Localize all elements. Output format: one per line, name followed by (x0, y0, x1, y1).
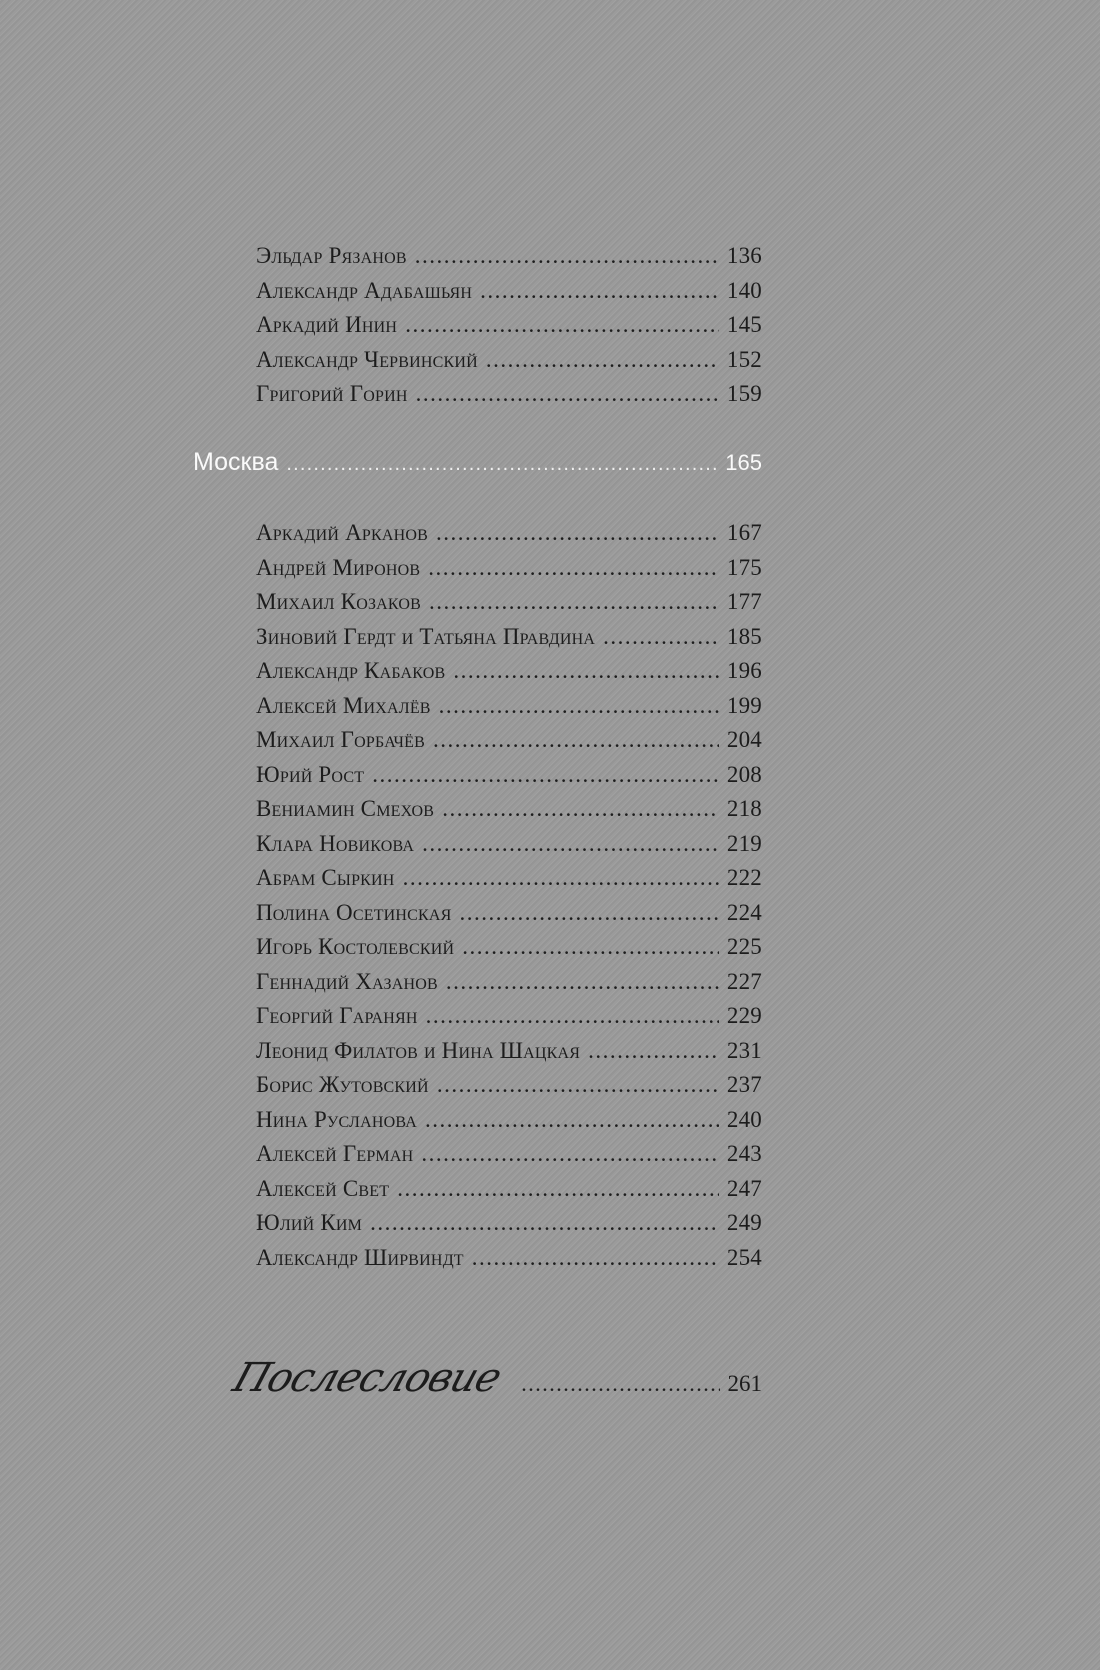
page-number: 222 (726, 865, 762, 890)
dot-leader (426, 1003, 719, 1029)
page-number: 165 (725, 450, 762, 475)
page-number: 177 (726, 589, 762, 614)
entry-name: Абрам Сыркин (256, 865, 395, 890)
toc-entry[interactable] (256, 1038, 762, 1073)
entry-name: Юлий Ким (256, 1210, 363, 1235)
page-number: 237 (726, 1072, 762, 1097)
toc-section-heading-moskva[interactable] (193, 448, 762, 477)
toc-entry[interactable] (256, 624, 762, 659)
toc-entry[interactable] (256, 1107, 762, 1142)
toc-entry[interactable] (256, 658, 762, 693)
page-number: 196 (726, 658, 762, 683)
toc-entry[interactable] (256, 312, 762, 347)
dot-leader (486, 347, 719, 373)
toc-entry[interactable] (256, 1003, 762, 1038)
dot-leader (421, 1141, 719, 1167)
dot-leader (462, 934, 719, 960)
page-number: 218 (726, 796, 762, 821)
entry-name: Борис Жутовский (256, 1072, 429, 1097)
dot-leader (416, 381, 719, 407)
dot-leader (437, 1072, 719, 1098)
page-number: 254 (726, 1244, 762, 1270)
dot-leader (433, 727, 719, 753)
dot-leader (453, 658, 719, 684)
dot-leader (603, 624, 719, 650)
entry-name: Юрий Рост (256, 761, 365, 787)
toc-entry[interactable] (256, 347, 762, 382)
page-number: 249 (726, 1210, 762, 1235)
dot-leader (425, 1107, 719, 1133)
entry-name: Георгий Гаранян (256, 1003, 418, 1028)
page-number: 229 (726, 1003, 762, 1028)
entry-name: Полина Осетинская (256, 899, 452, 925)
toc-afterword[interactable] (227, 1355, 762, 1401)
afterword-title: Послесловие (227, 1355, 507, 1401)
dot-leader (460, 900, 719, 926)
dot-leader (480, 278, 719, 304)
toc-entry[interactable] (256, 831, 762, 866)
entry-name: Аркадий Арканов (256, 520, 429, 545)
toc-entry[interactable] (256, 1176, 762, 1211)
entry-name: Геннадий Хазанов (256, 968, 438, 994)
entry-name: Александр Кабаков (256, 658, 446, 683)
page-number: 175 (726, 554, 762, 580)
dot-leader (436, 520, 719, 546)
toc-entry[interactable] (256, 865, 762, 900)
entry-name: Алексей Герман (256, 1141, 414, 1166)
page-number: 225 (726, 934, 762, 959)
dot-leader (429, 589, 719, 615)
toc-entry[interactable] (256, 762, 762, 797)
dot-leader (286, 453, 717, 476)
entry-name: Вениамин Смехов (256, 796, 435, 821)
dot-leader (405, 312, 719, 338)
page-number: 227 (726, 968, 762, 994)
dot-leader (403, 865, 719, 891)
dot-leader (446, 969, 719, 995)
entry-name: Григорий Горин (256, 381, 408, 406)
dot-leader (442, 796, 719, 822)
toc-entry[interactable] (256, 1245, 762, 1280)
entry-name: Нина Русланова (256, 1106, 417, 1132)
toc-entry[interactable] (256, 381, 762, 416)
entry-name: Алексей Свет (256, 1175, 390, 1201)
entry-name: Леонид Филатов и Нина Шацкая (256, 1037, 581, 1063)
toc-section-1 (256, 243, 762, 416)
entry-name: Клара Новикова (256, 830, 415, 856)
dot-leader (588, 1038, 719, 1064)
page-number: 199 (726, 692, 762, 718)
entry-name: Александр Адабашьян (256, 277, 473, 303)
entry-name: Алексей Михалёв (256, 692, 431, 718)
entry-name: Эльдар Рязанов (256, 243, 407, 268)
entry-name: Аркадий Инин (256, 312, 398, 337)
toc-entry[interactable] (256, 934, 762, 969)
page-number: 231 (726, 1037, 762, 1063)
dot-leader (422, 831, 719, 857)
toc-entry[interactable] (256, 1210, 762, 1245)
page-number: 145 (726, 312, 762, 337)
page-number: 136 (726, 243, 762, 268)
page-number: 185 (726, 623, 762, 649)
dot-leader (415, 243, 719, 269)
page-number: 140 (726, 277, 762, 303)
page-number: 219 (726, 830, 762, 856)
dot-leader (521, 1371, 719, 1397)
toc-entry[interactable] (256, 589, 762, 624)
page-number: 240 (726, 1106, 762, 1132)
toc-entry[interactable] (256, 796, 762, 831)
toc-entry[interactable] (256, 278, 762, 313)
page-number: 208 (726, 761, 762, 787)
page-number: 159 (726, 381, 762, 406)
page-number: 167 (726, 520, 762, 545)
dot-leader (472, 1245, 719, 1271)
toc-entry[interactable] (256, 693, 762, 728)
toc-entry[interactable] (256, 969, 762, 1004)
entry-name: Александр Червинский (256, 346, 478, 372)
page-number: 152 (726, 346, 762, 372)
dot-leader (428, 555, 719, 581)
toc-entry[interactable] (256, 1141, 762, 1176)
page-number: 247 (726, 1175, 762, 1201)
page-number: 261 (727, 1371, 762, 1396)
dot-leader (370, 1210, 719, 1236)
page-number: 224 (726, 899, 762, 925)
entry-name: Игорь Костолевский (256, 934, 455, 959)
entry-name: Зиновий Гердт и Татьяна Правдина (256, 623, 596, 649)
toc-entry[interactable] (256, 900, 762, 935)
dot-leader (439, 693, 719, 719)
page-number: 243 (726, 1141, 762, 1166)
dot-leader (372, 762, 719, 788)
toc-entry[interactable] (256, 1072, 762, 1107)
dot-leader (397, 1176, 719, 1202)
page-number: 204 (726, 727, 762, 752)
entry-name: Андрей Миронов (256, 554, 421, 580)
section-title: Москва (193, 448, 279, 476)
entry-name: Михаил Горбачёв (256, 727, 425, 752)
entry-name: Михаил Козаков (256, 589, 422, 614)
toc-entry[interactable] (256, 555, 762, 590)
toc-entry[interactable] (256, 243, 762, 278)
toc-entry[interactable] (256, 727, 762, 762)
toc-entry[interactable] (256, 520, 762, 555)
entry-name: Александр Ширвиндт (256, 1244, 464, 1270)
toc-section-2 (256, 520, 762, 1279)
